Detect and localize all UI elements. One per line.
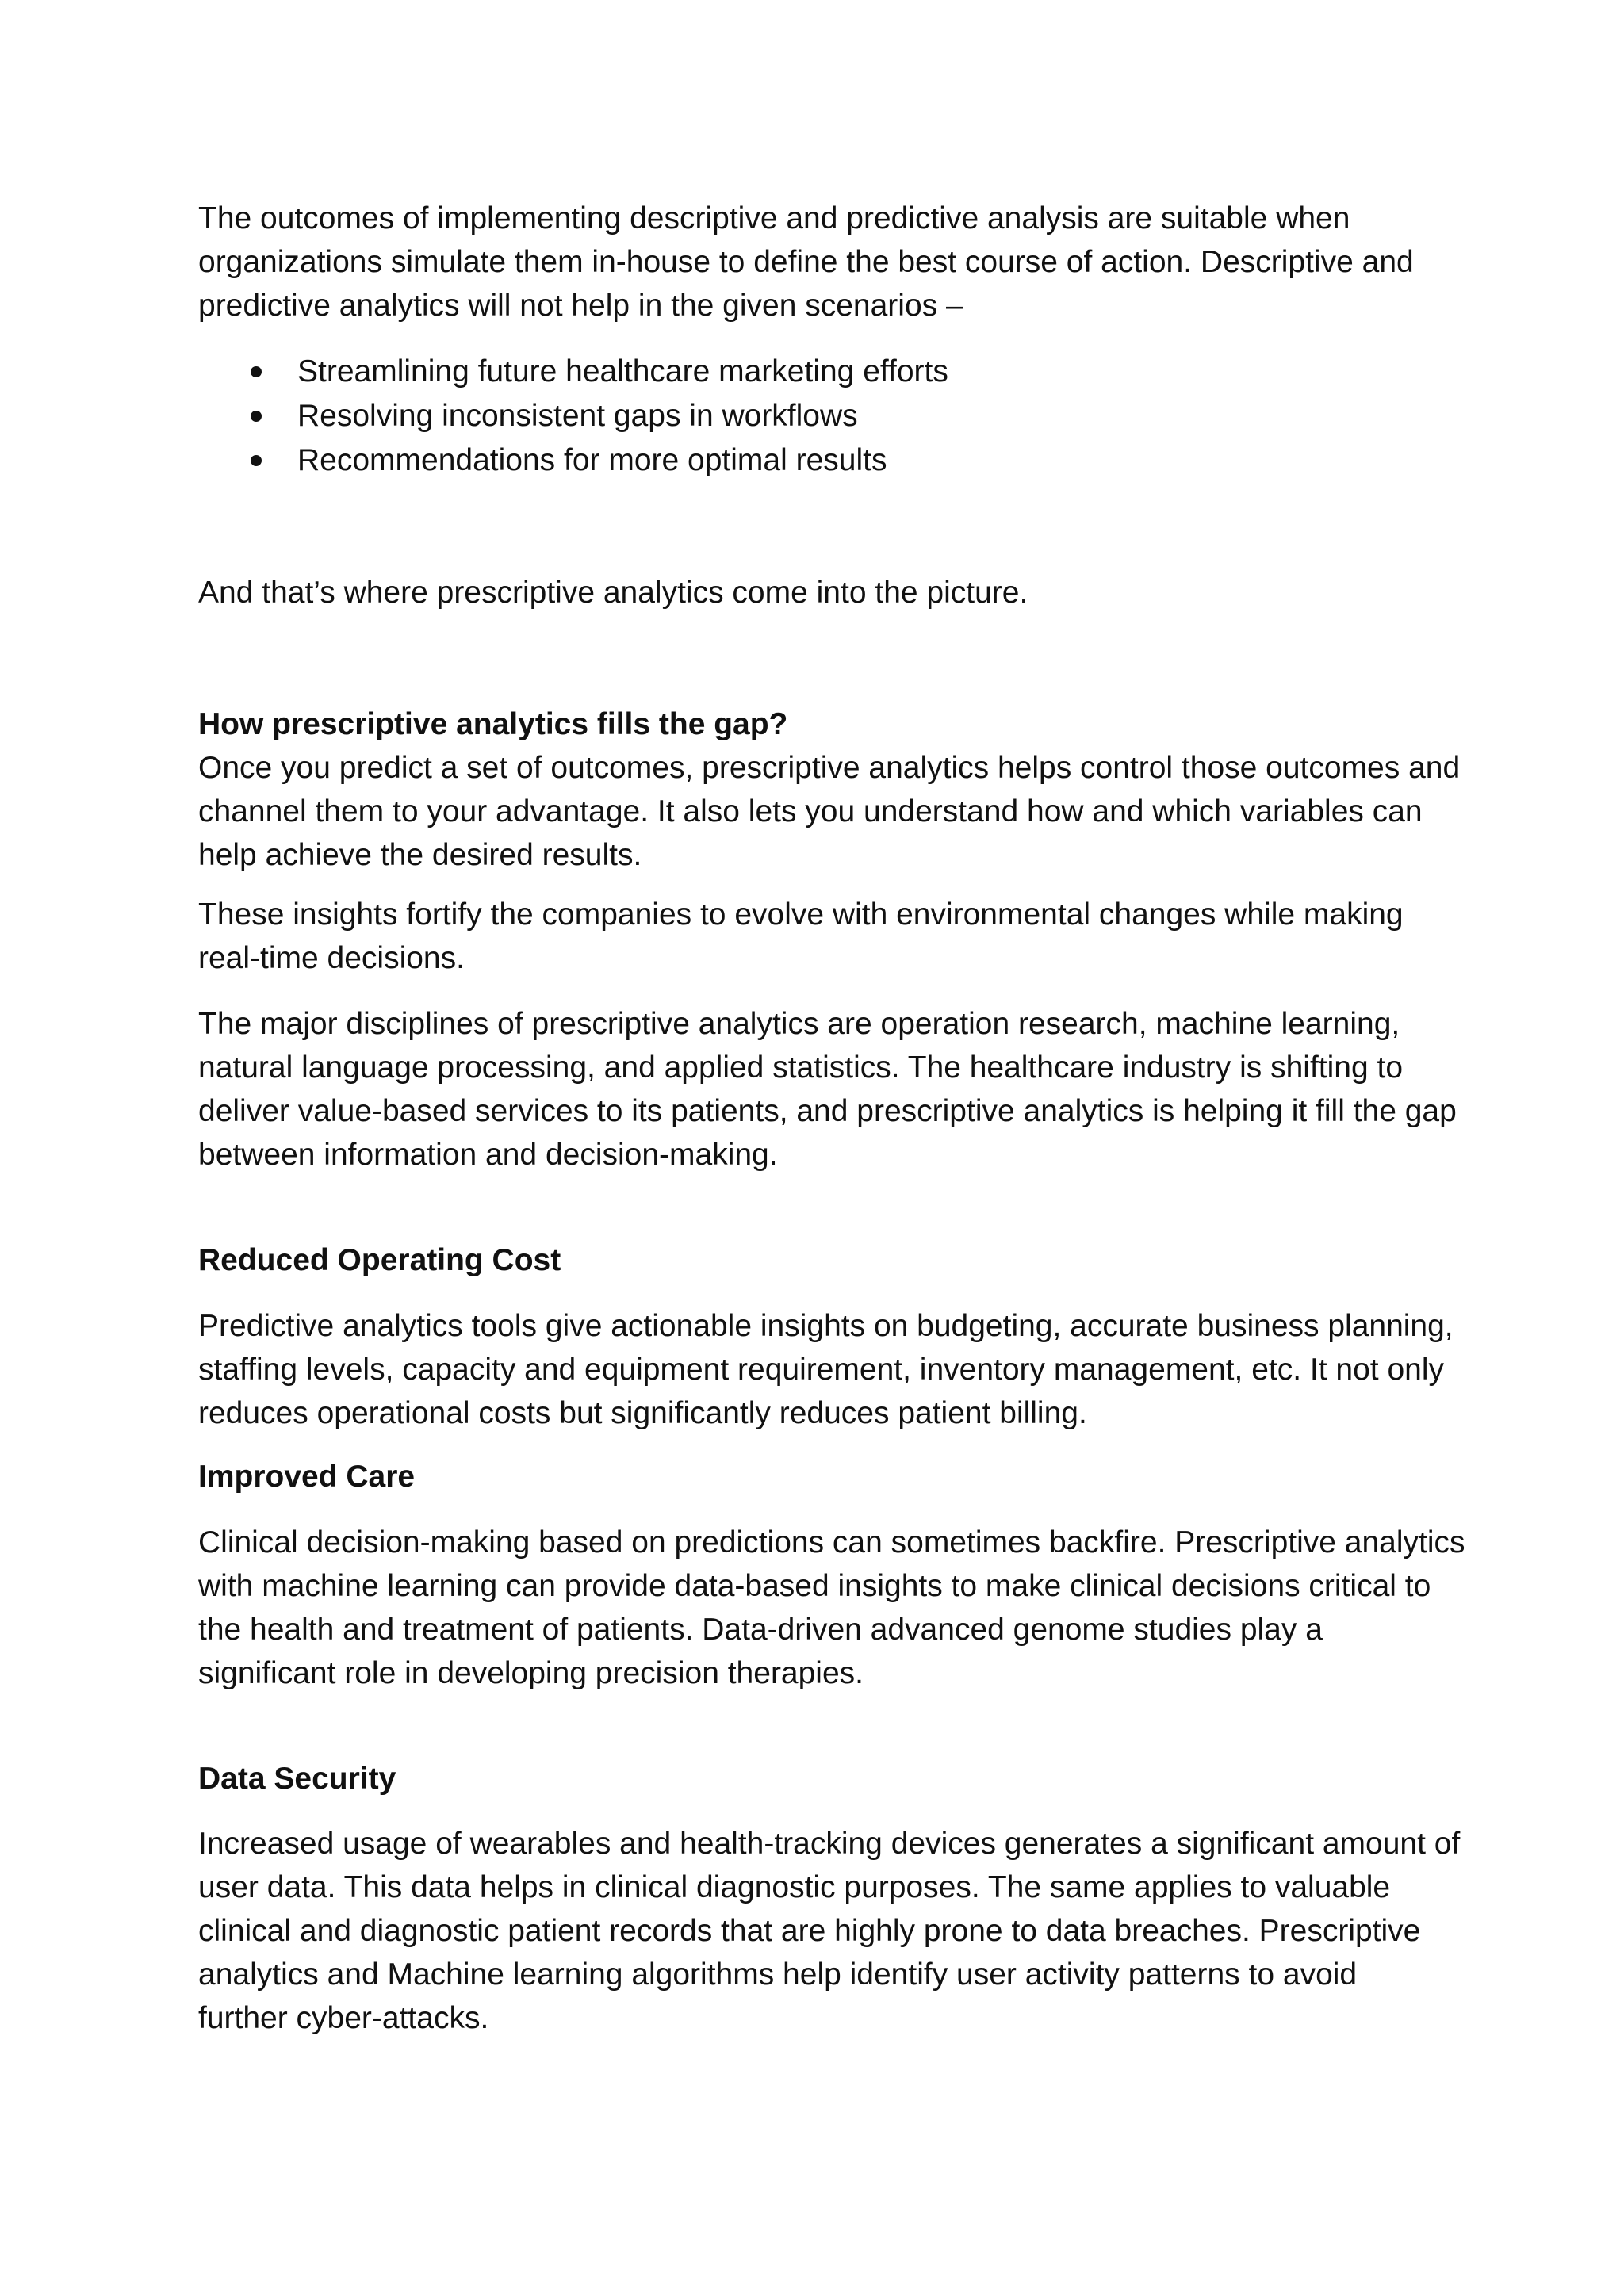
paragraph-line: Predictive analytics tools give actionable insights on budgeting, accurate business planning, <box>198 1309 1454 1343</box>
cost-paragraph <box>198 1304 1454 1435</box>
bullet-text: Recommendations for more optimal results <box>297 443 887 477</box>
bullet-icon <box>251 366 262 377</box>
bullet-list <box>198 350 1388 483</box>
section-cost <box>198 1238 1435 1282</box>
paragraph-line: These insights fortify the companies to evolve with environmental changes while making <box>198 897 1404 932</box>
paragraph-line: channel them to your advantage. It also lets you understand how and which variables can <box>198 794 1423 828</box>
section-security <box>198 1757 1435 1800</box>
paragraph-line: analytics and Machine learning algorithms help identify user activity patterns to avoid <box>198 1957 1358 1992</box>
paragraph-line: clinical and diagnostic patient records that are highly prone to data breaches. Prescriptive <box>198 1914 1421 1948</box>
bullet-text: Streamlining future healthcare marketing efforts <box>297 354 948 388</box>
paragraph-line: The major disciplines of prescriptive analytics are operation research, machine learning, <box>198 1007 1400 1041</box>
paragraph-line: deliver value-based services to its patients, and prescriptive analytics is helping it fill the gap <box>198 1094 1457 1128</box>
intro-line: predictive analytics will not help in the given scenarios – <box>198 289 963 323</box>
section-gap <box>198 702 1461 877</box>
paragraph-line: staffing levels, capacity and equipment requirement, inventory management, etc. It not only <box>198 1353 1444 1387</box>
paragraph-line: Once you predict a set of outcomes, prescriptive analytics helps control those outcomes and <box>198 751 1461 785</box>
section-heading: Data Security <box>198 1762 396 1796</box>
security-paragraph <box>198 1822 1461 2040</box>
paragraph-line: the health and treatment of patients. Data-driven advanced genome studies play a <box>198 1613 1323 1647</box>
intro-paragraph <box>198 197 1435 327</box>
paragraph-line: Clinical decision-making based on predictions can sometimes backfire. Prescriptive analytics <box>198 1525 1465 1559</box>
bullet-item <box>198 350 1388 394</box>
paragraph-line: between information and decision-making. <box>198 1138 778 1172</box>
section-heading: Improved Care <box>198 1460 416 1494</box>
paragraph-line: significant role in developing precision therapies. <box>198 1656 864 1690</box>
bullet-icon <box>251 411 262 422</box>
bullet-text: Resolving inconsistent gaps in workflows <box>297 399 858 433</box>
paragraph-line: help achieve the desired results. <box>198 838 642 872</box>
paragraph-line: natural language processing, and applied statistics. The healthcare industry is shifting to <box>198 1050 1404 1085</box>
intro-line: organizations simulate them in-house to define the best course of action. Descriptive and <box>198 245 1414 279</box>
paragraph-line: further cyber-attacks. <box>198 2001 489 2035</box>
paragraph-line: reduces operational costs but significantly reduces patient billing. <box>198 1396 1087 1430</box>
paragraph-line: with machine learning can provide data-based insights to make clinical decisions critical to <box>198 1569 1431 1603</box>
gap-paragraph-3 <box>198 1002 1457 1177</box>
paragraph-line: Increased usage of wearables and health-tracking devices generates a significant amount of <box>198 1827 1461 1861</box>
bullet-item <box>198 438 1388 483</box>
transition-paragraph <box>198 571 1435 614</box>
section-heading: How prescriptive analytics fills the gap? <box>198 707 788 741</box>
bullet-item <box>198 394 1388 438</box>
care-paragraph <box>198 1521 1465 1695</box>
paragraph-line: user data. This data helps in clinical diagnostic purposes. The same applies to valuable <box>198 1870 1391 1904</box>
intro-line: The outcomes of implementing descriptive and predictive analysis are suitable when <box>198 201 1350 235</box>
transition-line: And that’s where prescriptive analytics come into the picture. <box>198 576 1028 610</box>
paragraph-line: real-time decisions. <box>198 941 465 975</box>
bullet-icon <box>251 455 262 466</box>
section-heading: Reduced Operating Cost <box>198 1243 561 1277</box>
section-care <box>198 1455 1435 1498</box>
gap-paragraph-2 <box>198 893 1435 980</box>
